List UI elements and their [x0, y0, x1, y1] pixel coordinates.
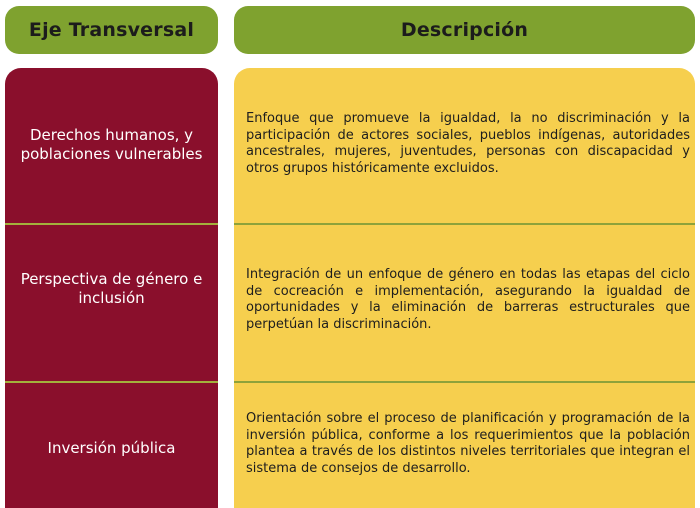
description-inversion-publica: Orientación sobre el proceso de planificación y programación de la inversión pública, conforme a los requerimientos que la población plantea a través de los distintos niveles territoriales que integran el sistema de consejos de desarrollo.	[246, 411, 690, 476]
axis-label-perspectiva-genero: Perspectiva de género e inclusión	[20, 270, 203, 307]
row-divider	[5, 381, 218, 383]
description-derechos-humanos: Enfoque que promueve la igualdad, la no discriminación y la participación de actores sociales, pueblos indígenas, autoridades ancestrales, mujeres, juventudes, personas con discapacidad y otros grupos históricamente excluidos.	[246, 111, 690, 176]
row-divider	[234, 223, 695, 225]
axis-label-inversion-publica: Inversión pública	[47, 438, 176, 457]
row-divider	[234, 381, 695, 383]
header-eje-transversal: Eje Transversal	[5, 6, 218, 54]
header-descripcion: Descripción	[234, 6, 695, 54]
description-column	[234, 68, 695, 508]
axis-column	[5, 68, 218, 508]
description-perspectiva-genero: Integración de un enfoque de género en todas las etapas del ciclo de cocreación e implementación, asegurando la igualdad de oportunidades y la eliminación de barreras estructurales que perpetúan la discriminación.	[246, 267, 690, 332]
row-divider	[5, 223, 218, 225]
axis-label-derechos-humanos: Derechos humanos, y poblaciones vulnerables	[20, 126, 203, 163]
